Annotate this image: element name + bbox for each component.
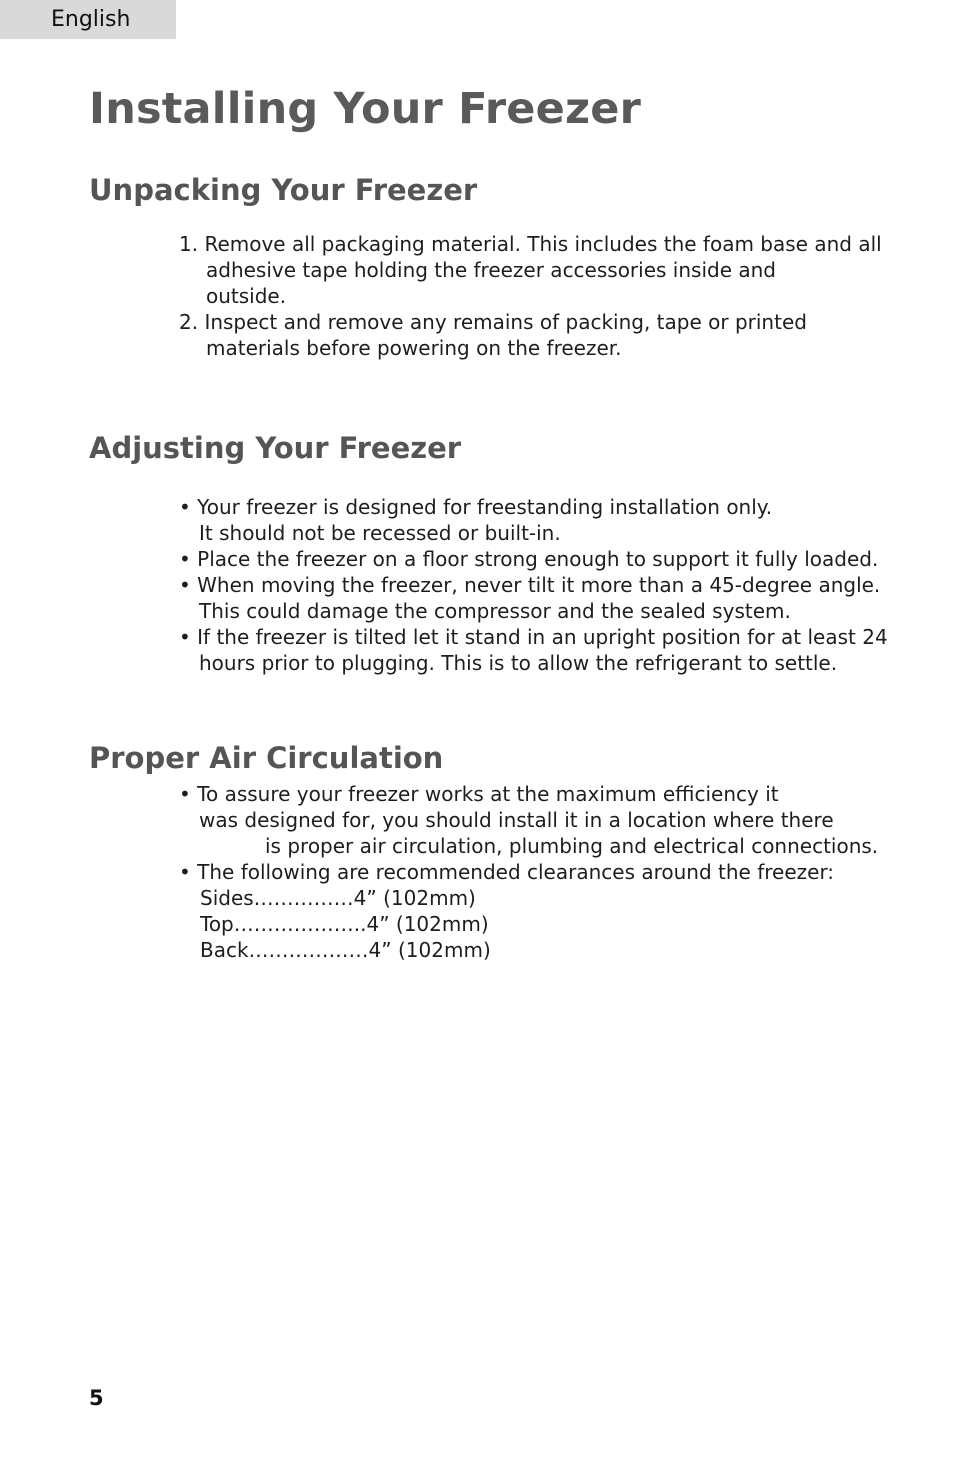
list-item-text: It should not be recessed or built-in. xyxy=(199,521,561,545)
clearance-text: Back………………4” (102mm) xyxy=(200,938,491,962)
list-item-text: outside. xyxy=(206,284,287,308)
list-item-text: • To assure your freezer works at the maximum efficiency it xyxy=(179,782,779,806)
list-item-text: This could damage the compressor and the sealed system. xyxy=(199,599,791,623)
list-item-text: • The following are recommended clearances around the freezer: xyxy=(179,860,835,884)
list-item xyxy=(0,624,954,650)
page-number: 5 xyxy=(89,1386,104,1410)
list-item-continuation xyxy=(0,283,954,309)
section-heading-air-circulation: Proper Air Circulation xyxy=(89,741,444,775)
list-item-text: • When moving the freezer, never tilt it more than a 45-degree angle. xyxy=(179,573,881,597)
page-title: Installing Your Freezer xyxy=(89,84,642,134)
clearance-top xyxy=(0,911,954,937)
list-item-text: was designed for, you should install it in a location where there xyxy=(199,808,834,832)
list-item xyxy=(0,309,954,335)
list-item-text: hours prior to plugging. This is to allow the refrigerant to settle. xyxy=(199,651,838,675)
list-item-text: 1. Remove all packaging material. This includes the foam base and all xyxy=(179,232,882,256)
list-item xyxy=(0,546,954,572)
list-item-text: adhesive tape holding the freezer accessories inside and xyxy=(206,258,776,282)
list-item xyxy=(0,859,954,885)
list-item-continuation xyxy=(0,335,954,361)
list-item-continuation xyxy=(0,257,954,283)
list-item xyxy=(0,572,954,598)
unpacking-list xyxy=(0,231,954,361)
clearance-back xyxy=(0,937,954,963)
section-heading-unpacking: Unpacking Your Freezer xyxy=(89,173,478,207)
clearance-text: Top………………..4” (102mm) xyxy=(200,912,489,936)
list-item-text: • If the freezer is tilted let it stand in an upright position for at least 24 xyxy=(179,625,888,649)
adjusting-list xyxy=(0,494,954,676)
air-circulation-list xyxy=(0,781,954,963)
list-item-continuation xyxy=(0,520,954,546)
list-item-continuation xyxy=(0,833,954,859)
list-item-continuation xyxy=(0,807,954,833)
list-item-text: • Place the freezer on a floor strong enough to support it fully loaded. xyxy=(179,547,879,571)
list-item xyxy=(0,231,954,257)
list-item-continuation xyxy=(0,598,954,624)
section-heading-adjusting: Adjusting Your Freezer xyxy=(89,431,462,465)
list-item-text: is proper air circulation, plumbing and electrical connections. xyxy=(265,834,879,858)
clearance-sides xyxy=(0,885,954,911)
language-tab: English xyxy=(0,0,176,39)
list-item-continuation xyxy=(0,650,954,676)
list-item xyxy=(0,781,954,807)
clearance-text: Sides……………4” (102mm) xyxy=(200,886,476,910)
list-item-text: materials before powering on the freezer. xyxy=(206,336,622,360)
list-item-text: • Your freezer is designed for freestanding installation only. xyxy=(179,495,773,519)
list-item-text: 2. Inspect and remove any remains of packing, tape or printed xyxy=(179,310,807,334)
list-item xyxy=(0,494,954,520)
